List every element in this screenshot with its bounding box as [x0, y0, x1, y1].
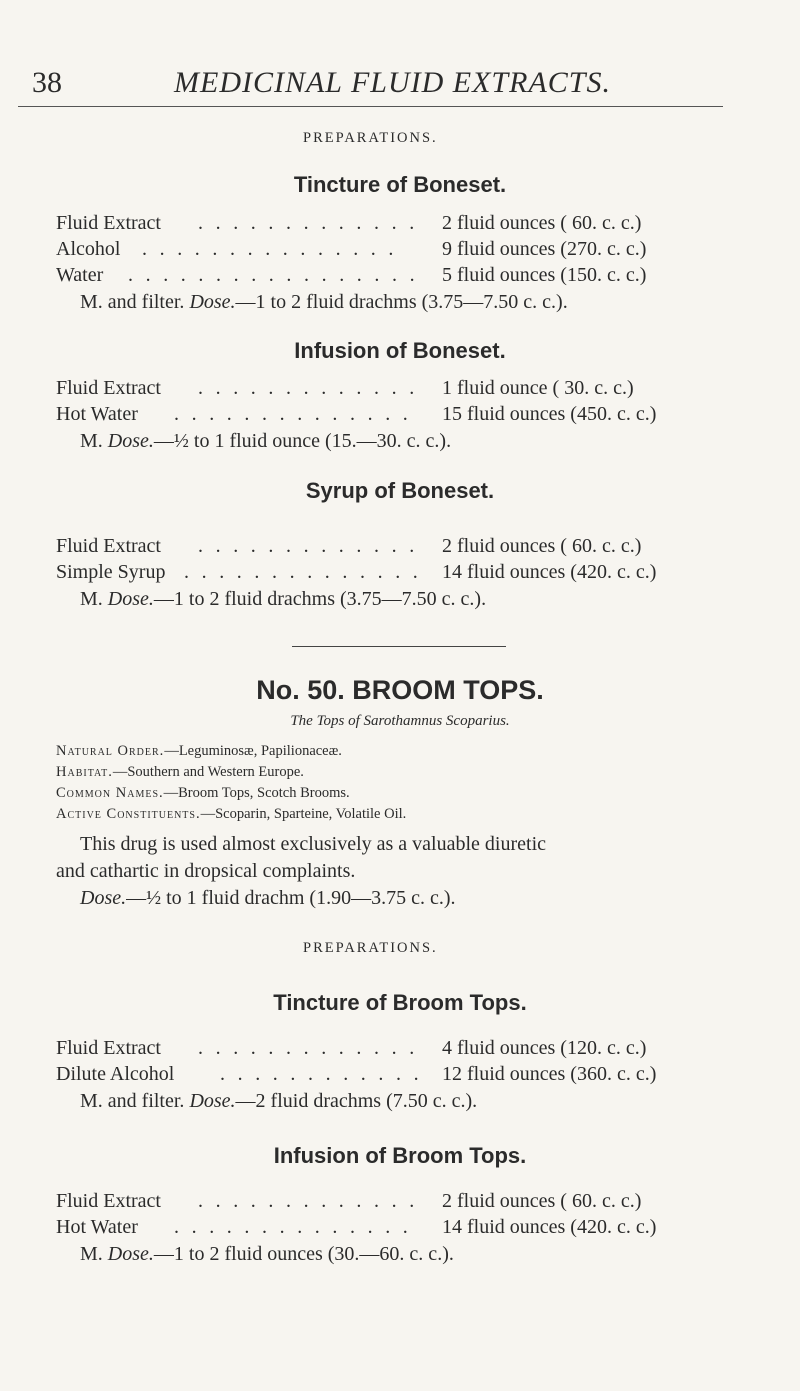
quantity: 15 fluid ounces (450. c. c.): [442, 403, 657, 425]
method-dose-line: [80, 291, 568, 314]
method-dose-line: [80, 1090, 477, 1113]
ingredient: Dilute Alcohol: [56, 1063, 175, 1085]
recipe-row: [56, 403, 746, 429]
fact-label: Natural Order.: [56, 743, 165, 759]
dose-text: —½ to 1 fluid drachm (1.90—3.75 c. c.).: [126, 887, 456, 909]
quantity: 5 fluid ounces (150. c. c.): [442, 264, 647, 286]
quantity: 9 fluid ounces (270. c. c.): [442, 238, 647, 260]
method-dose-line: [80, 430, 451, 453]
botanical-subtitle: The Tops of Sarothamnus Scoparius.: [290, 713, 510, 729]
leader-dots: . . . . . . . . . . . . . . . . .: [128, 264, 419, 286]
ingredient: Fluid Extract: [56, 1037, 161, 1059]
fact-label: Common Names.: [56, 785, 164, 801]
recipe-row: [56, 1063, 746, 1089]
quantity: 2 fluid ounces ( 60. c. c.): [442, 212, 642, 234]
ingredient: Fluid Extract: [56, 1190, 161, 1212]
leader-dots: . . . . . . . . . . . . .: [198, 377, 418, 399]
ingredient: Fluid Extract: [56, 377, 161, 399]
leader-dots: . . . . . . . . . . . . . .: [174, 403, 412, 425]
dose-text: —½ to 1 fluid ounce (15.—30. c. c.).: [153, 430, 452, 452]
page-number: 38: [32, 66, 62, 99]
ingredient: Alcohol: [56, 238, 121, 260]
tincture-broom-title: Tincture of Broom Tops.: [273, 990, 527, 1015]
quantity: 14 fluid ounces (420. c. c.): [442, 1216, 657, 1238]
infusion-boneset-title: Infusion of Boneset.: [294, 338, 506, 363]
running-head: [18, 62, 723, 107]
fact-habitat: [56, 764, 304, 781]
leader-dots: . . . . . . . . . . . . .: [198, 212, 418, 234]
description-line: This drug is used almost exclusively as a valuable diuretic: [80, 833, 546, 855]
recipe-row: [56, 238, 746, 264]
fact-label: Active Constituents.: [56, 806, 201, 822]
leader-dots: . . . . . . . . . . . . . .: [174, 1216, 412, 1238]
dose-text: —1 to 2 fluid ounces (30.—60. c. c.).: [153, 1243, 454, 1265]
description-line: and cathartic in dropsical complaints.: [56, 860, 356, 882]
dose-label: Dose.: [80, 887, 127, 909]
recipe-row: [56, 212, 746, 238]
quantity: 4 fluid ounces (120. c. c.): [442, 1037, 647, 1059]
monograph-title: No. 50. BROOM TOPS.: [256, 675, 544, 705]
dose-label: Dose.: [107, 1243, 154, 1265]
dose-text: —2 fluid drachms (7.50 c. c.).: [235, 1090, 478, 1112]
ingredient: Hot Water: [56, 1216, 138, 1238]
method: M. and filter.: [80, 291, 185, 313]
quantity: 1 fluid ounce ( 30. c. c.): [442, 377, 634, 399]
preparations-heading: PREPARATIONS.: [303, 130, 438, 146]
ingredient: Fluid Extract: [56, 212, 161, 234]
recipe-row: [56, 1037, 746, 1063]
dose-label: Dose.: [189, 291, 236, 313]
quantity: 14 fluid ounces (420. c. c.): [442, 561, 657, 583]
tincture-boneset-title: Tincture of Boneset.: [293, 172, 507, 197]
recipe-row: [56, 561, 746, 587]
method: M.: [80, 430, 103, 452]
ingredient: Hot Water: [56, 403, 138, 425]
dose-label: Dose.: [107, 430, 154, 452]
preparations-heading: PREPARATIONS.: [303, 940, 438, 956]
dose-text: —1 to 2 fluid drachms (3.75—7.50 c. c.).: [153, 588, 487, 610]
ingredient: Water: [56, 264, 104, 286]
fact-text: —Broom Tops, Scotch Brooms.: [163, 785, 350, 801]
fact-natural-order: [56, 743, 342, 760]
leader-dots: . . . . . . . . . . . . .: [198, 1037, 418, 1059]
dose-label: Dose.: [107, 588, 154, 610]
fact-active-constituents: [56, 806, 406, 823]
leader-dots: . . . . . . . . . . . . . .: [184, 561, 422, 583]
method-dose-line: [80, 588, 486, 611]
dose-text: —1 to 2 fluid drachms (3.75—7.50 c. c.).: [235, 291, 568, 313]
recipe-row: [56, 264, 746, 290]
fact-text: —Southern and Western Europe.: [112, 764, 304, 780]
method-dose-line: [80, 1243, 454, 1266]
recipe-row: [56, 1216, 746, 1242]
infusion-broom-title: Infusion of Broom Tops.: [273, 1143, 527, 1168]
syrup-boneset-title: Syrup of Boneset.: [305, 478, 495, 503]
quantity: 2 fluid ounces ( 60. c. c.): [442, 535, 642, 557]
method: M.: [80, 588, 103, 610]
fact-text: —Leguminosæ, Papilionaceæ.: [164, 743, 342, 759]
dose-label: Dose.: [189, 1090, 236, 1112]
ingredient: Simple Syrup: [56, 561, 166, 583]
fact-label: Habitat.: [56, 764, 113, 780]
quantity: 12 fluid ounces (360. c. c.): [442, 1063, 657, 1085]
recipe-row: [56, 377, 746, 403]
leader-dots: . . . . . . . . . . . . . . .: [142, 238, 398, 260]
method: M. and filter.: [80, 1090, 185, 1112]
dose-line: [80, 887, 455, 910]
leader-dots: . . . . . . . . . . . .: [220, 1063, 423, 1085]
recipe-row: [56, 535, 746, 561]
fact-text: —Scoparin, Sparteine, Volatile Oil.: [200, 806, 407, 822]
recipe-row: [56, 1190, 746, 1216]
leader-dots: . . . . . . . . . . . . .: [198, 535, 418, 557]
section-divider: [292, 646, 506, 647]
leader-dots: . . . . . . . . . . . . .: [198, 1190, 418, 1212]
running-title: MEDICINAL FLUID EXTRACTS.: [174, 66, 611, 99]
quantity: 2 fluid ounces ( 60. c. c.): [442, 1190, 642, 1212]
method: M.: [80, 1243, 103, 1265]
ingredient: Fluid Extract: [56, 535, 161, 557]
fact-common-names: [56, 785, 350, 802]
